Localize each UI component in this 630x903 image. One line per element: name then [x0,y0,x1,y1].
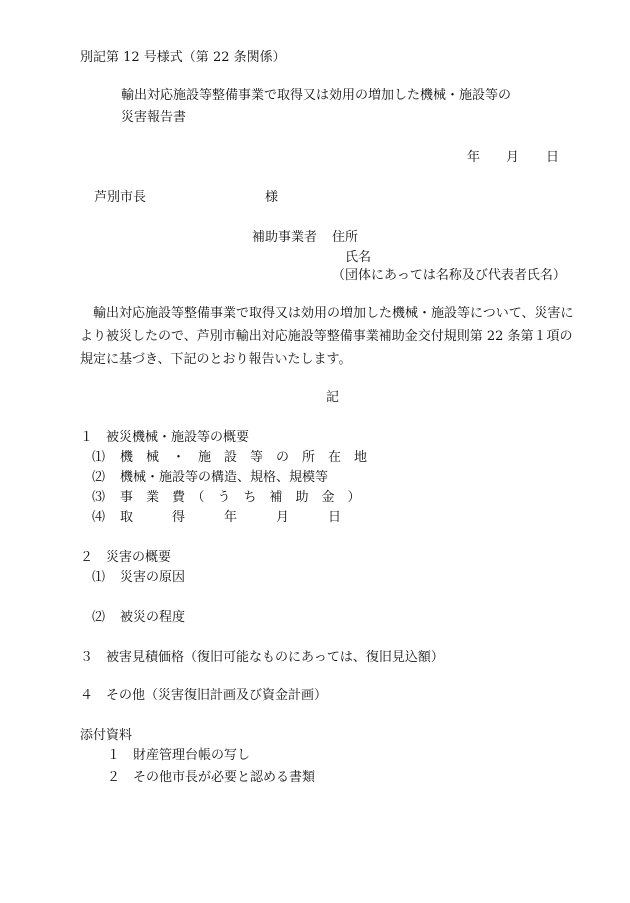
body-line-3: 規定に基づき、下記のとおり報告いたします。 [80,352,352,367]
section-1-item-3-number: ⑶ [92,490,106,505]
applicant-note: （団体にあっては名称及び代表者氏名） [332,268,566,283]
attachments-heading: 添付資料 [80,728,133,743]
recipient-honorific: 様 [265,190,279,205]
date-year-label: 年 [467,150,481,165]
section-2-item-2-number: ⑵ [92,610,106,625]
section-1-item-1-text: 機 械 ・ 施 設 等 の 所 在 地 [120,450,368,465]
report-title-line2: 災害報告書 [121,110,187,125]
section-1-item-2-number: ⑵ [92,470,106,485]
section-1-item-1-number: ⑴ [92,450,106,465]
section-1-item-3-text: 事 業 費 （ う ち 補 助 金 ） [120,490,361,505]
section-1-item-4-number: ⑷ [92,510,106,525]
date-day-label: 日 [546,150,560,165]
ki-marker: 記 [326,390,340,405]
section-3-title: ３ 被害見積価格（復旧可能なものにあっては、復旧見込額） [80,650,444,665]
applicant-name-label: 氏名 [345,250,372,265]
body-line-2: より被災したので、芦別市輸出対応施設等整備事業補助金交付規則第 22 条第１項の [80,329,573,344]
section-2-title: ２ 災害の概要 [80,550,172,565]
attachment-item-2: ２ その他市長が必要と認める書類 [107,770,316,785]
report-title-line1: 輸出対応施設等整備事業で取得又は効用の増加した機械・施設等の [121,88,512,103]
applicant-role: 補助事業者 [252,230,318,245]
recipient-name: 芦別市長 [94,190,147,205]
date-month-label: 月 [506,150,520,165]
form-reference: 別記第 12 号様式（第 22 条関係） [80,50,286,65]
body-line-1: 輸出対応施設等整備事業で取得又は効用の増加した機械・施設等について、災害に [93,306,574,321]
section-2-item-1-number: ⑴ [92,570,106,585]
section-2-item-1-text: 災害の原因 [120,570,186,585]
section-1-title: １ 被災機械・施設等の概要 [80,430,250,445]
section-1-item-4-text: 取 得 年 月 日 [120,510,342,525]
attachment-item-1: １ 財産管理台帳の写し [107,748,251,763]
section-4-title: ４ その他（災害復旧計画及び資金計画） [80,688,328,703]
section-1-item-2-text: 機械・施設等の構造、規格、規模等 [120,470,329,485]
applicant-address-label: 住所 [332,230,359,245]
section-2-item-2-text: 被災の程度 [120,610,186,625]
